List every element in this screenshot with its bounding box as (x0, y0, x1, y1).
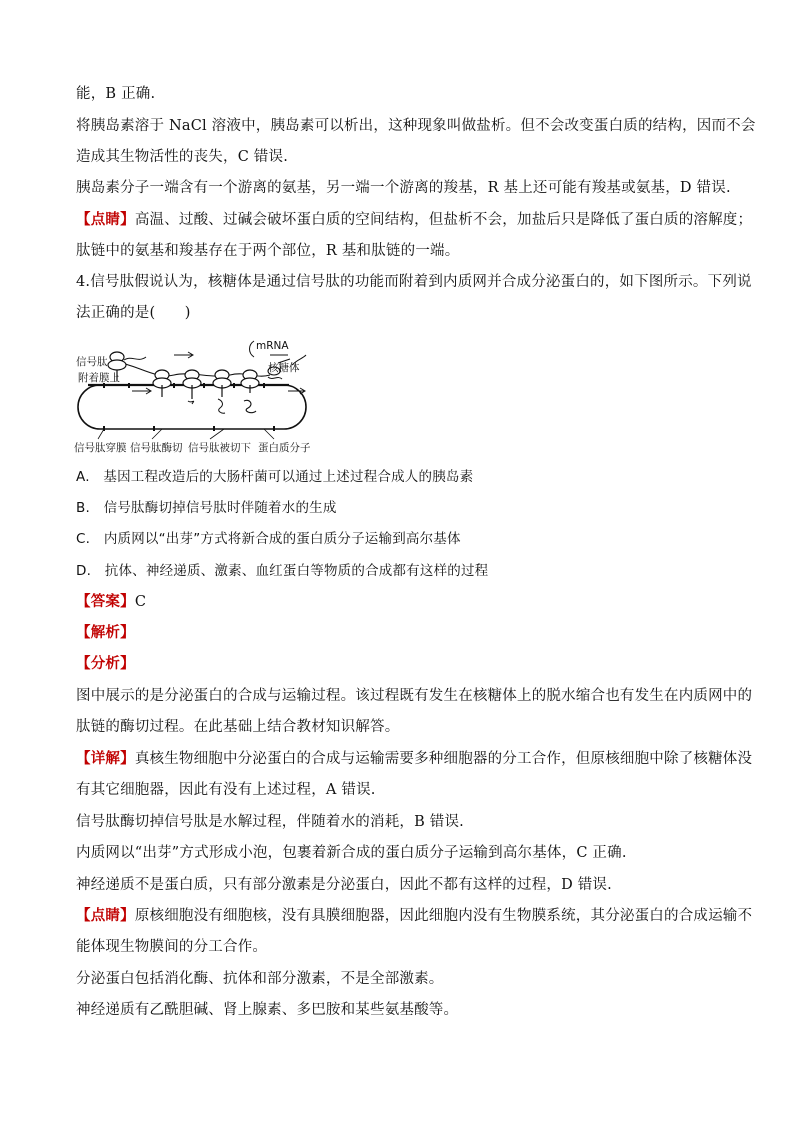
label-cut-off: 信号肽被切下 (188, 442, 251, 454)
text-line: 神经递质不是蛋白质，只有部分激素是分泌蛋白，因此不都有这样的过程，D 错误. (76, 877, 612, 893)
label-signal-peptide: 信号肽 (76, 356, 108, 368)
text-line: 神经递质有乙酰胆碱、肾上腺素、多巴胺和某些氨基酸等。 (76, 1002, 459, 1018)
option-a: A. 基因工程改造后的大肠杆菌可以通过上述过程合成人的胰岛素 (76, 469, 474, 485)
fenxi-heading (76, 654, 726, 674)
answer-line (76, 592, 726, 612)
label-ribosome: 核糖体 (268, 362, 300, 374)
question-stem: 法正确的是( ) (76, 305, 191, 321)
text-line: 内质网以“出芽”方式形成小泡，包裹着新合成的蛋白质分子运输到高尔基体，C 正确. (76, 845, 627, 861)
text-line: 信号肽酶切掉信号肽是水解过程，伴随着水的消耗，B 错误. (76, 814, 464, 830)
text-line: 肽链的酶切过程。在此基础上结合教材知识解答。 (76, 719, 400, 735)
label-mrna: mRNA (256, 340, 289, 352)
option-b: B. 信号肽酶切掉信号肽时伴随着水的生成 (76, 500, 337, 516)
analysis-tag: 【解析】 (76, 624, 135, 641)
option-d: D. 抗体、神经递质、激素、血红蛋白等物质的合成都有这样的过程 (76, 563, 489, 579)
analysis-heading (76, 623, 726, 643)
label-attach-membrane: 附着膜上 (78, 372, 120, 384)
text-line: 能，B 正确. (76, 86, 156, 102)
answer-value: C (134, 594, 147, 610)
label-penetrate: 信号肽穿膜 (74, 442, 127, 454)
detail-text: 真核生物细胞中分泌蛋白的合成与运输需要多种细胞器的分工合作，但原核细胞中除了核糖体没 (134, 751, 753, 767)
text-line: 有其它细胞器，因此有没有上述过程，A 错误. (76, 782, 376, 798)
text-line: 肽链中的氨基和羧基存在于两个部位，R 基和肽链的一端。 (76, 243, 460, 259)
detail-paragraph (76, 749, 753, 769)
label-enzyme-cut: 信号肽酶切 (130, 442, 183, 454)
question-stem: 4.信号肽假说认为，核糖体是通过信号肽的功能而附着到内质网并合成分泌蛋白的，如下图所示。下列说 (76, 274, 752, 290)
text-line: 图中展示的是分泌蛋白的合成与运输过程。该过程既有发生在核糖体上的脱水缩合也有发生在内质网中的 (76, 688, 753, 704)
detail-tag: 【详解】 (76, 750, 135, 767)
text-line: 造成其生物活性的丧失，C 错误. (76, 149, 289, 165)
point-text: 原核细胞没有细胞核，没有具膜细胞器，因此细胞内没有生物膜系统，其分泌蛋白的合成运输不 (134, 908, 753, 924)
point-paragraph (76, 906, 753, 926)
text-line: 分泌蛋白包括消化酶、抗体和部分激素，不是全部激素。 (76, 971, 444, 987)
answer-tag: 【答案】 (76, 593, 135, 610)
fenxi-tag: 【分析】 (76, 655, 135, 672)
point-tag: 【点睛】 (76, 907, 135, 924)
text-line: 将胰岛素溶于 NaCl 溶液中，胰岛素可以析出，这种现象叫做盐析。但不会改变蛋白质的结构，因而不会 (76, 118, 756, 134)
label-protein: 蛋白质分子 (258, 442, 311, 454)
signal-peptide-diagram (74, 335, 324, 455)
point-tag: 【点睛】 (76, 211, 135, 228)
text-line: 胰岛素分子一端含有一个游离的氨基，另一端一个游离的羧基，R 基上还可能有羧基或氨基，D 错误. (76, 180, 731, 196)
point-text: 高温、过酸、过碱会破坏蛋白质的空间结构，但盐析不会，加盐后只是降低了蛋白质的溶解度； (134, 212, 753, 228)
point-paragraph (76, 210, 753, 230)
text-line: 能体现生物膜间的分工合作。 (76, 939, 268, 955)
option-c: C. 内质网以“出芽”方式将新合成的蛋白质分子运输到高尔基体 (76, 531, 461, 547)
